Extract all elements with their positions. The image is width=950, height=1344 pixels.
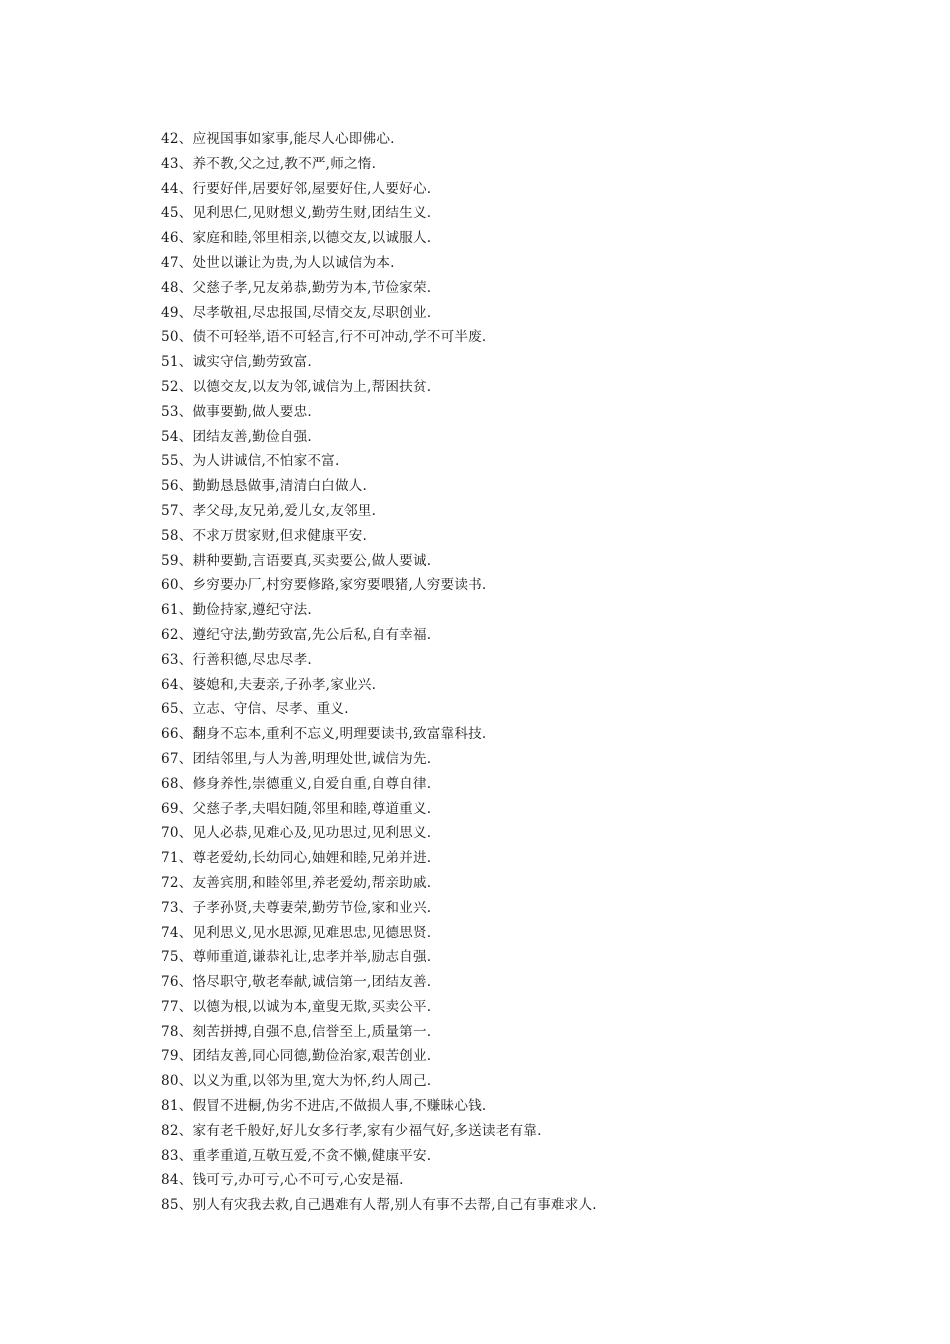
list-item: 76、恪尽职守,敬老奉献,诚信第一,团结友善. <box>161 974 432 991</box>
list-item: 68、修身养性,崇德重义,自爱自重,自尊自律. <box>161 775 432 792</box>
list-item: 85、别人有灾我去救,自己遇难有人帮,别人有事不去帮,自己有事难求人. <box>161 1197 597 1214</box>
list-item: 63、行善积德,尽忠尽孝. <box>161 651 312 668</box>
list-item: 61、勤俭持家,遵纪守法. <box>161 602 312 619</box>
list-item: 75、尊师重道,谦恭礼让,忠孝并举,励志自强. <box>161 949 432 966</box>
proverb-list <box>161 127 921 1218</box>
list-item: 65、立志、守信、尽孝、重义. <box>161 701 349 718</box>
list-item: 45、见利思仁,见财想义,勤劳生财,团结生义. <box>161 205 432 222</box>
list-item: 59、耕种要勤,言语要真,买卖要公,做人要诚. <box>161 552 432 569</box>
list-item: 66、翻身不忘本,重利不忘义,明理要读书,致富靠科技. <box>161 726 487 743</box>
list-item: 49、尽孝敬祖,尽忠报国,尽情交友,尽职创业. <box>161 304 432 321</box>
list-item: 64、婆媳和,夫妻亲,子孙孝,家业兴. <box>161 676 377 693</box>
list-item: 82、家有老千般好,好儿女多行孝,家有少福气好,多送读老有靠. <box>161 1122 542 1139</box>
list-item: 42、应视国事如家事,能尽人心即佛心. <box>161 131 395 147</box>
list-item: 73、子孝孙贤,夫尊妻荣,勤劳节俭,家和业兴. <box>161 899 432 916</box>
list-item: 47、处世以谦让为贵,为人以诚信为本. <box>161 254 395 271</box>
list-item: 79、团结友善,同心同德,勤俭治家,艰苦创业. <box>161 1048 432 1065</box>
list-item: 55、为人讲诚信,不怕家不富. <box>161 453 340 470</box>
list-item: 84、钱可亏,办可亏,心不可亏,心安是福. <box>161 1172 404 1189</box>
list-item: 53、做事要勤,做人要忠. <box>161 403 312 420</box>
list-item: 71、尊老爱幼,长幼同心,妯娌和睦,兄弟并进. <box>161 850 432 867</box>
list-item: 54、团结友善,勤俭自强. <box>161 428 312 445</box>
list-item: 57、孝父母,友兄弟,爱儿女,友邻里. <box>161 502 377 519</box>
list-item: 50、债不可轻举,语不可轻言,行不可冲动,学不可半废. <box>161 329 487 346</box>
list-item: 51、诚实守信,勤劳致富. <box>161 354 312 371</box>
list-item: 44、行要好伴,居要好邻,屋要好住,人要好心. <box>161 180 432 197</box>
list-item: 83、重孝重道,互敬互爱,不贪不懒,健康平安. <box>161 1147 432 1164</box>
list-item: 80、以义为重,以邻为里,宽大为怀,约人周己. <box>161 1073 432 1090</box>
list-item: 74、见利思义,见水思源,见难思忠,见德思贤. <box>161 924 432 941</box>
list-item: 62、遵纪守法,勤劳致富,先公后私,自有幸福. <box>161 626 432 643</box>
list-item: 77、以德为根,以诚为本,童叟无欺,买卖公平. <box>161 998 432 1015</box>
list-item: 52、以德交友,以友为邻,诚信为上,帮困扶贫. <box>161 378 432 395</box>
list-item: 48、父慈子孝,兄友弟恭,勤劳为本,节俭家荣. <box>161 279 432 296</box>
list-item: 43、养不教,父之过,教不严,师之惰. <box>161 155 377 172</box>
list-item: 78、刻苦拼搏,自强不息,信誉至上,质量第一. <box>161 1023 432 1040</box>
list-item: 46、家庭和睦,邻里相亲,以德交友,以诚服人. <box>161 230 432 247</box>
list-item: 81、假冒不进橱,伪劣不进店,不做损人事,不赚昧心钱. <box>161 1098 487 1115</box>
list-item: 56、勤勤恳恳做事,清清白白做人. <box>161 478 368 495</box>
list-item: 58、不求万贯家财,但求健康平安. <box>161 527 368 544</box>
list-item: 70、见人必恭,见难心及,见功思过,见利思义. <box>161 825 432 842</box>
list-item: 67、团结邻里,与人为善,明理处世,诚信为先. <box>161 750 432 767</box>
list-item: 69、父慈子孝,夫唱妇随,邻里和睦,尊道重义. <box>161 800 432 817</box>
list-item: 72、友善宾朋,和睦邻里,养老爱幼,帮亲助戚. <box>161 874 432 891</box>
list-item: 60、乡穷要办厂,村穷要修路,家穷要喂猪,人穷要读书. <box>161 577 487 594</box>
